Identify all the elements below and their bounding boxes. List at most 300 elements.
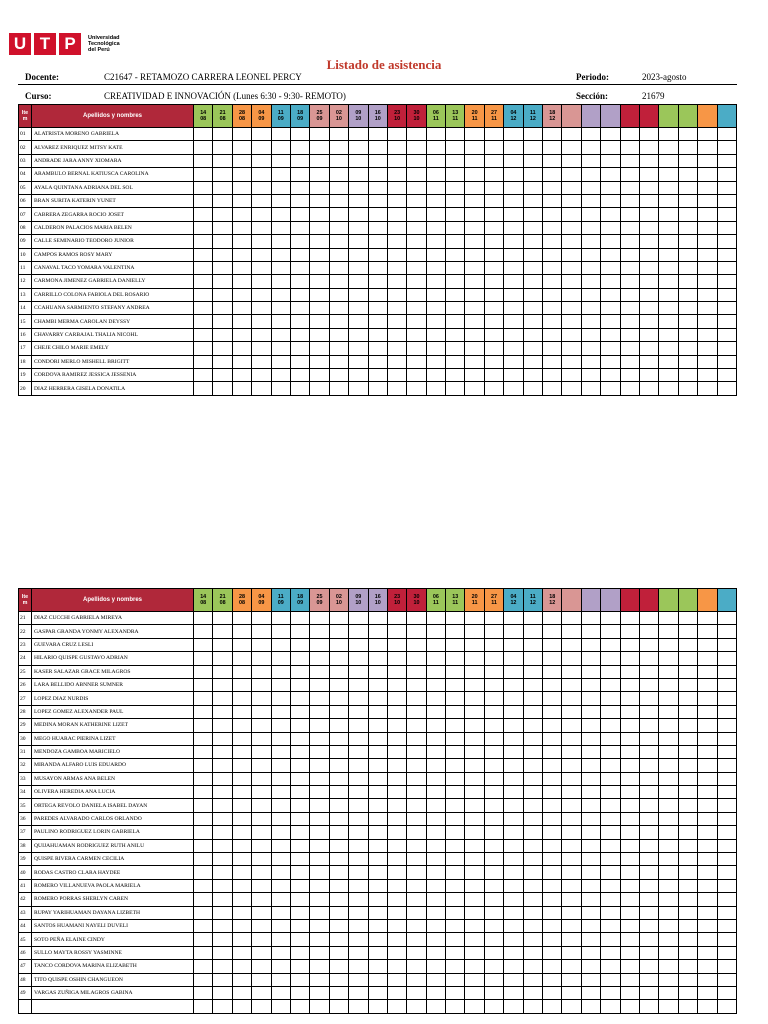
attendance-cell[interactable]: [484, 208, 503, 221]
attendance-cell[interactable]: [407, 853, 426, 866]
attendance-cell[interactable]: [484, 919, 503, 932]
attendance-cell[interactable]: [232, 732, 251, 745]
attendance-cell[interactable]: [407, 839, 426, 852]
attendance-cell[interactable]: [426, 275, 445, 288]
attendance-cell[interactable]: [213, 181, 232, 194]
attendance-cell[interactable]: [484, 355, 503, 368]
attendance-cell[interactable]: [252, 759, 271, 772]
attendance-cell[interactable]: [271, 181, 290, 194]
attendance-cell[interactable]: [446, 168, 465, 181]
attendance-cell[interactable]: [329, 154, 348, 167]
attendance-cell[interactable]: [562, 826, 581, 839]
attendance-cell[interactable]: [484, 652, 503, 665]
attendance-cell[interactable]: [310, 772, 329, 785]
attendance-cell[interactable]: [504, 275, 523, 288]
attendance-cell[interactable]: [329, 812, 348, 825]
attendance-cell[interactable]: [271, 973, 290, 986]
attendance-cell[interactable]: [601, 692, 620, 705]
attendance-cell[interactable]: [484, 612, 503, 625]
attendance-cell[interactable]: [639, 128, 658, 141]
attendance-cell[interactable]: [581, 665, 600, 678]
attendance-cell[interactable]: [426, 328, 445, 341]
attendance-cell[interactable]: [407, 866, 426, 879]
attendance-cell[interactable]: [407, 342, 426, 355]
attendance-cell[interactable]: [368, 235, 387, 248]
attendance-cell[interactable]: [504, 745, 523, 758]
attendance-cell[interactable]: [465, 221, 484, 234]
attendance-cell[interactable]: [310, 759, 329, 772]
attendance-cell[interactable]: [407, 732, 426, 745]
attendance-cell[interactable]: [329, 705, 348, 718]
attendance-cell[interactable]: [271, 128, 290, 141]
attendance-cell[interactable]: [717, 612, 736, 625]
attendance-cell[interactable]: [426, 1000, 445, 1013]
attendance-cell[interactable]: [523, 799, 542, 812]
attendance-cell[interactable]: [407, 235, 426, 248]
attendance-cell[interactable]: [465, 732, 484, 745]
attendance-cell[interactable]: [717, 986, 736, 999]
attendance-cell[interactable]: [194, 194, 213, 207]
attendance-cell[interactable]: [349, 946, 368, 959]
attendance-cell[interactable]: [194, 879, 213, 892]
attendance-cell[interactable]: [252, 906, 271, 919]
attendance-cell[interactable]: [717, 759, 736, 772]
attendance-cell[interactable]: [194, 960, 213, 973]
attendance-cell[interactable]: [620, 612, 639, 625]
attendance-cell[interactable]: [543, 275, 562, 288]
attendance-cell[interactable]: [465, 302, 484, 315]
attendance-cell[interactable]: [698, 853, 717, 866]
attendance-cell[interactable]: [290, 759, 309, 772]
attendance-cell[interactable]: [639, 194, 658, 207]
attendance-cell[interactable]: [194, 799, 213, 812]
attendance-cell[interactable]: [523, 288, 542, 301]
attendance-cell[interactable]: [504, 1000, 523, 1013]
attendance-cell[interactable]: [271, 772, 290, 785]
attendance-cell[interactable]: [271, 879, 290, 892]
attendance-cell[interactable]: [484, 315, 503, 328]
attendance-cell[interactable]: [329, 960, 348, 973]
attendance-cell[interactable]: [620, 759, 639, 772]
attendance-cell[interactable]: [562, 1000, 581, 1013]
attendance-cell[interactable]: [620, 879, 639, 892]
attendance-cell[interactable]: [678, 355, 697, 368]
attendance-cell[interactable]: [581, 168, 600, 181]
attendance-cell[interactable]: [639, 342, 658, 355]
attendance-cell[interactable]: [446, 208, 465, 221]
attendance-cell[interactable]: [213, 719, 232, 732]
attendance-cell[interactable]: [698, 342, 717, 355]
attendance-cell[interactable]: [407, 369, 426, 382]
attendance-cell[interactable]: [717, 1000, 736, 1013]
attendance-cell[interactable]: [407, 612, 426, 625]
attendance-cell[interactable]: [465, 986, 484, 999]
attendance-cell[interactable]: [581, 261, 600, 274]
attendance-cell[interactable]: [678, 194, 697, 207]
attendance-cell[interactable]: [194, 652, 213, 665]
attendance-cell[interactable]: [620, 275, 639, 288]
attendance-cell[interactable]: [562, 986, 581, 999]
attendance-cell[interactable]: [290, 328, 309, 341]
attendance-cell[interactable]: [252, 705, 271, 718]
attendance-cell[interactable]: [717, 154, 736, 167]
attendance-cell[interactable]: [601, 665, 620, 678]
attendance-cell[interactable]: [523, 302, 542, 315]
attendance-cell[interactable]: [504, 638, 523, 651]
attendance-cell[interactable]: [465, 759, 484, 772]
attendance-cell[interactable]: [620, 719, 639, 732]
attendance-cell[interactable]: [543, 866, 562, 879]
attendance-cell[interactable]: [368, 181, 387, 194]
attendance-cell[interactable]: [329, 786, 348, 799]
attendance-cell[interactable]: [310, 194, 329, 207]
attendance-cell[interactable]: [678, 208, 697, 221]
attendance-cell[interactable]: [310, 328, 329, 341]
attendance-cell[interactable]: [368, 839, 387, 852]
attendance-cell[interactable]: [310, 128, 329, 141]
attendance-cell[interactable]: [543, 261, 562, 274]
attendance-cell[interactable]: [368, 342, 387, 355]
attendance-cell[interactable]: [213, 194, 232, 207]
attendance-cell[interactable]: [194, 612, 213, 625]
attendance-cell[interactable]: [310, 382, 329, 395]
attendance-cell[interactable]: [562, 612, 581, 625]
attendance-cell[interactable]: [387, 288, 406, 301]
attendance-cell[interactable]: [581, 719, 600, 732]
attendance-cell[interactable]: [659, 812, 678, 825]
attendance-cell[interactable]: [252, 692, 271, 705]
attendance-cell[interactable]: [232, 315, 251, 328]
attendance-cell[interactable]: [290, 866, 309, 879]
attendance-cell[interactable]: [271, 652, 290, 665]
attendance-cell[interactable]: [426, 719, 445, 732]
attendance-cell[interactable]: [194, 973, 213, 986]
attendance-cell[interactable]: [232, 919, 251, 932]
attendance-cell[interactable]: [639, 665, 658, 678]
attendance-cell[interactable]: [252, 302, 271, 315]
attendance-cell[interactable]: [523, 181, 542, 194]
attendance-cell[interactable]: [639, 705, 658, 718]
attendance-cell[interactable]: [698, 168, 717, 181]
attendance-cell[interactable]: [504, 302, 523, 315]
attendance-cell[interactable]: [329, 719, 348, 732]
attendance-cell[interactable]: [407, 799, 426, 812]
attendance-cell[interactable]: [504, 692, 523, 705]
attendance-cell[interactable]: [601, 638, 620, 651]
attendance-cell[interactable]: [678, 369, 697, 382]
attendance-cell[interactable]: [504, 799, 523, 812]
attendance-cell[interactable]: [290, 261, 309, 274]
attendance-cell[interactable]: [562, 168, 581, 181]
attendance-cell[interactable]: [523, 893, 542, 906]
attendance-cell[interactable]: [465, 906, 484, 919]
attendance-cell[interactable]: [601, 759, 620, 772]
attendance-cell[interactable]: [407, 946, 426, 959]
attendance-cell[interactable]: [678, 248, 697, 261]
attendance-cell[interactable]: [368, 1000, 387, 1013]
attendance-cell[interactable]: [446, 302, 465, 315]
attendance-cell[interactable]: [426, 208, 445, 221]
attendance-cell[interactable]: [581, 839, 600, 852]
attendance-cell[interactable]: [387, 986, 406, 999]
attendance-cell[interactable]: [271, 826, 290, 839]
attendance-cell[interactable]: [194, 772, 213, 785]
attendance-cell[interactable]: [523, 235, 542, 248]
attendance-cell[interactable]: [368, 208, 387, 221]
attendance-cell[interactable]: [271, 382, 290, 395]
attendance-cell[interactable]: [310, 732, 329, 745]
attendance-cell[interactable]: [601, 235, 620, 248]
attendance-cell[interactable]: [387, 866, 406, 879]
attendance-cell[interactable]: [213, 1000, 232, 1013]
attendance-cell[interactable]: [717, 665, 736, 678]
attendance-cell[interactable]: [523, 168, 542, 181]
attendance-cell[interactable]: [194, 625, 213, 638]
attendance-cell[interactable]: [368, 355, 387, 368]
attendance-cell[interactable]: [194, 168, 213, 181]
attendance-cell[interactable]: [504, 732, 523, 745]
attendance-cell[interactable]: [387, 759, 406, 772]
attendance-cell[interactable]: [659, 625, 678, 638]
attendance-cell[interactable]: [446, 154, 465, 167]
attendance-cell[interactable]: [659, 128, 678, 141]
attendance-cell[interactable]: [543, 678, 562, 691]
attendance-cell[interactable]: [659, 141, 678, 154]
attendance-cell[interactable]: [504, 612, 523, 625]
attendance-cell[interactable]: [329, 946, 348, 959]
attendance-cell[interactable]: [387, 665, 406, 678]
attendance-cell[interactable]: [504, 235, 523, 248]
attendance-cell[interactable]: [659, 302, 678, 315]
attendance-cell[interactable]: [601, 625, 620, 638]
attendance-cell[interactable]: [252, 786, 271, 799]
attendance-cell[interactable]: [446, 960, 465, 973]
attendance-cell[interactable]: [543, 919, 562, 932]
attendance-cell[interactable]: [601, 826, 620, 839]
attendance-cell[interactable]: [620, 745, 639, 758]
attendance-cell[interactable]: [601, 328, 620, 341]
attendance-cell[interactable]: [562, 382, 581, 395]
attendance-cell[interactable]: [407, 141, 426, 154]
attendance-cell[interactable]: [310, 235, 329, 248]
attendance-cell[interactable]: [620, 866, 639, 879]
attendance-cell[interactable]: [717, 812, 736, 825]
attendance-cell[interactable]: [484, 839, 503, 852]
attendance-cell[interactable]: [562, 893, 581, 906]
attendance-cell[interactable]: [349, 128, 368, 141]
attendance-cell[interactable]: [194, 141, 213, 154]
attendance-cell[interactable]: [678, 732, 697, 745]
attendance-cell[interactable]: [698, 355, 717, 368]
attendance-cell[interactable]: [678, 826, 697, 839]
attendance-cell[interactable]: [329, 261, 348, 274]
attendance-cell[interactable]: [194, 638, 213, 651]
attendance-cell[interactable]: [446, 812, 465, 825]
attendance-cell[interactable]: [349, 141, 368, 154]
attendance-cell[interactable]: [523, 960, 542, 973]
attendance-cell[interactable]: [252, 960, 271, 973]
attendance-cell[interactable]: [504, 194, 523, 207]
attendance-cell[interactable]: [194, 382, 213, 395]
attendance-cell[interactable]: [678, 745, 697, 758]
attendance-cell[interactable]: [271, 866, 290, 879]
attendance-cell[interactable]: [523, 919, 542, 932]
attendance-cell[interactable]: [562, 315, 581, 328]
attendance-cell[interactable]: [581, 692, 600, 705]
attendance-cell[interactable]: [698, 665, 717, 678]
attendance-cell[interactable]: [620, 705, 639, 718]
attendance-cell[interactable]: [213, 355, 232, 368]
attendance-cell[interactable]: [252, 612, 271, 625]
attendance-cell[interactable]: [252, 986, 271, 999]
attendance-cell[interactable]: [678, 986, 697, 999]
attendance-cell[interactable]: [601, 208, 620, 221]
attendance-cell[interactable]: [290, 248, 309, 261]
attendance-cell[interactable]: [523, 194, 542, 207]
attendance-cell[interactable]: [194, 128, 213, 141]
attendance-cell[interactable]: [639, 678, 658, 691]
attendance-cell[interactable]: [194, 342, 213, 355]
attendance-cell[interactable]: [329, 275, 348, 288]
attendance-cell[interactable]: [387, 128, 406, 141]
attendance-cell[interactable]: [290, 786, 309, 799]
attendance-cell[interactable]: [659, 906, 678, 919]
attendance-cell[interactable]: [271, 275, 290, 288]
attendance-cell[interactable]: [407, 288, 426, 301]
attendance-cell[interactable]: [717, 369, 736, 382]
attendance-cell[interactable]: [329, 181, 348, 194]
attendance-cell[interactable]: [426, 826, 445, 839]
attendance-cell[interactable]: [252, 315, 271, 328]
attendance-cell[interactable]: [407, 128, 426, 141]
attendance-cell[interactable]: [504, 893, 523, 906]
attendance-cell[interactable]: [194, 248, 213, 261]
attendance-cell[interactable]: [523, 812, 542, 825]
attendance-cell[interactable]: [407, 719, 426, 732]
attendance-cell[interactable]: [387, 786, 406, 799]
attendance-cell[interactable]: [465, 933, 484, 946]
attendance-cell[interactable]: [349, 328, 368, 341]
attendance-cell[interactable]: [717, 786, 736, 799]
attendance-cell[interactable]: [329, 692, 348, 705]
attendance-cell[interactable]: [620, 382, 639, 395]
attendance-cell[interactable]: [620, 665, 639, 678]
attendance-cell[interactable]: [349, 625, 368, 638]
attendance-cell[interactable]: [407, 302, 426, 315]
attendance-cell[interactable]: [407, 906, 426, 919]
attendance-cell[interactable]: [659, 288, 678, 301]
attendance-cell[interactable]: [543, 302, 562, 315]
attendance-cell[interactable]: [213, 208, 232, 221]
attendance-cell[interactable]: [407, 759, 426, 772]
attendance-cell[interactable]: [407, 665, 426, 678]
attendance-cell[interactable]: [310, 853, 329, 866]
attendance-cell[interactable]: [368, 719, 387, 732]
attendance-cell[interactable]: [368, 141, 387, 154]
attendance-cell[interactable]: [271, 745, 290, 758]
attendance-cell[interactable]: [659, 328, 678, 341]
attendance-cell[interactable]: [717, 221, 736, 234]
attendance-cell[interactable]: [717, 625, 736, 638]
attendance-cell[interactable]: [620, 355, 639, 368]
attendance-cell[interactable]: [232, 692, 251, 705]
attendance-cell[interactable]: [213, 221, 232, 234]
attendance-cell[interactable]: [543, 826, 562, 839]
attendance-cell[interactable]: [290, 839, 309, 852]
attendance-cell[interactable]: [698, 235, 717, 248]
attendance-cell[interactable]: [232, 786, 251, 799]
attendance-cell[interactable]: [252, 128, 271, 141]
attendance-cell[interactable]: [465, 705, 484, 718]
attendance-cell[interactable]: [446, 678, 465, 691]
attendance-cell[interactable]: [446, 906, 465, 919]
attendance-cell[interactable]: [349, 261, 368, 274]
attendance-cell[interactable]: [387, 221, 406, 234]
attendance-cell[interactable]: [407, 275, 426, 288]
attendance-cell[interactable]: [446, 355, 465, 368]
attendance-cell[interactable]: [329, 141, 348, 154]
attendance-cell[interactable]: [446, 1000, 465, 1013]
attendance-cell[interactable]: [446, 879, 465, 892]
attendance-cell[interactable]: [329, 893, 348, 906]
attendance-cell[interactable]: [581, 786, 600, 799]
attendance-cell[interactable]: [484, 799, 503, 812]
attendance-cell[interactable]: [446, 128, 465, 141]
attendance-cell[interactable]: [543, 960, 562, 973]
attendance-cell[interactable]: [659, 638, 678, 651]
attendance-cell[interactable]: [504, 906, 523, 919]
attendance-cell[interactable]: [387, 906, 406, 919]
attendance-cell[interactable]: [213, 946, 232, 959]
attendance-cell[interactable]: [387, 745, 406, 758]
attendance-cell[interactable]: [562, 973, 581, 986]
attendance-cell[interactable]: [581, 973, 600, 986]
attendance-cell[interactable]: [504, 154, 523, 167]
attendance-cell[interactable]: [407, 893, 426, 906]
attendance-cell[interactable]: [465, 919, 484, 932]
attendance-cell[interactable]: [523, 705, 542, 718]
attendance-cell[interactable]: [659, 369, 678, 382]
attendance-cell[interactable]: [698, 705, 717, 718]
attendance-cell[interactable]: [465, 745, 484, 758]
attendance-cell[interactable]: [446, 181, 465, 194]
attendance-cell[interactable]: [639, 826, 658, 839]
attendance-cell[interactable]: [639, 369, 658, 382]
attendance-cell[interactable]: [368, 745, 387, 758]
attendance-cell[interactable]: [407, 705, 426, 718]
attendance-cell[interactable]: [232, 275, 251, 288]
attendance-cell[interactable]: [543, 665, 562, 678]
attendance-cell[interactable]: [426, 772, 445, 785]
attendance-cell[interactable]: [601, 893, 620, 906]
attendance-cell[interactable]: [213, 866, 232, 879]
attendance-cell[interactable]: [601, 933, 620, 946]
attendance-cell[interactable]: [581, 275, 600, 288]
attendance-cell[interactable]: [194, 275, 213, 288]
attendance-cell[interactable]: [271, 986, 290, 999]
attendance-cell[interactable]: [717, 879, 736, 892]
attendance-cell[interactable]: [194, 853, 213, 866]
attendance-cell[interactable]: [329, 665, 348, 678]
attendance-cell[interactable]: [581, 369, 600, 382]
attendance-cell[interactable]: [194, 946, 213, 959]
attendance-cell[interactable]: [620, 261, 639, 274]
attendance-cell[interactable]: [271, 612, 290, 625]
attendance-cell[interactable]: [698, 799, 717, 812]
attendance-cell[interactable]: [581, 221, 600, 234]
attendance-cell[interactable]: [407, 812, 426, 825]
attendance-cell[interactable]: [232, 638, 251, 651]
